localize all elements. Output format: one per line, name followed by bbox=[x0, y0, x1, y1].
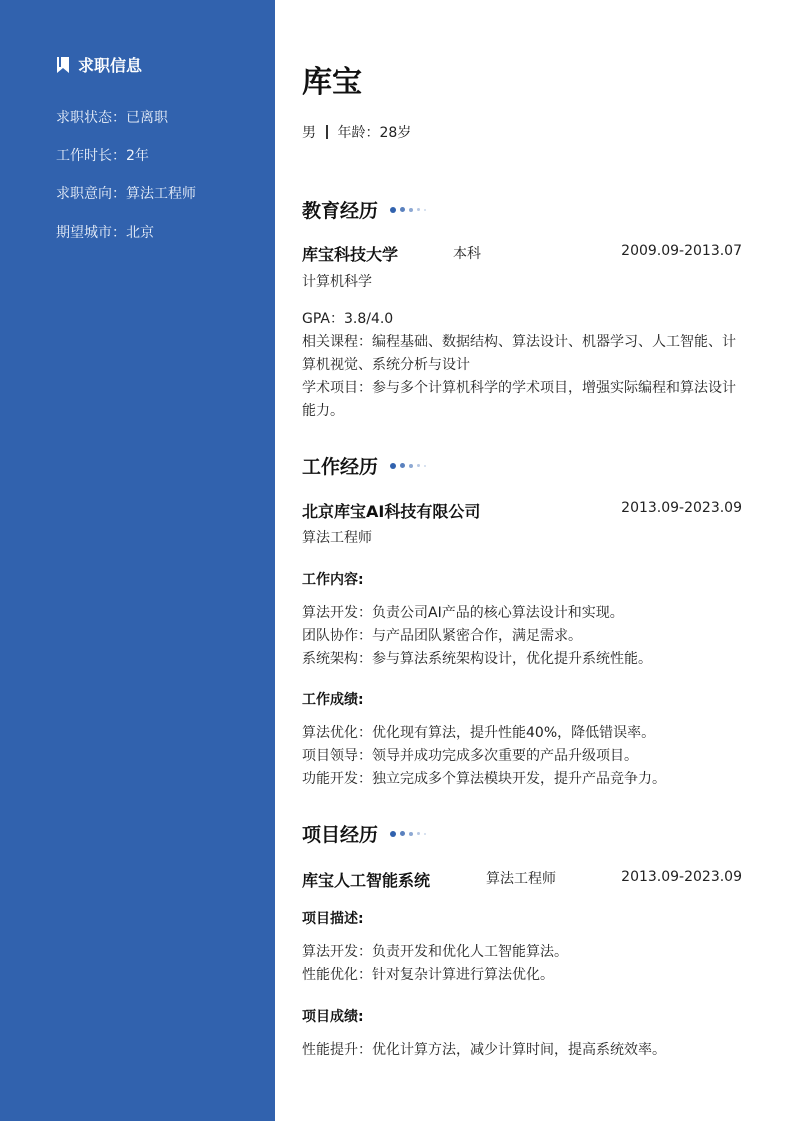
job-status: 求职状态：已离职 bbox=[56, 110, 168, 126]
company-name: 北京库宝AI科技有限公司 bbox=[302, 502, 481, 521]
work-content-line: 团队协作：与产品团队紧密合作，满足需求。 bbox=[302, 628, 582, 644]
expected-city: 期望城市：北京 bbox=[56, 225, 154, 241]
dots-decoration bbox=[390, 831, 426, 837]
work-result-heading: 工作成绩: bbox=[302, 692, 364, 708]
bookmark-icon bbox=[56, 57, 70, 73]
education-line: 相关课程：编程基础、数据结构、算法设计、机器学习、人工智能、计 bbox=[302, 334, 736, 350]
section-title-education bbox=[302, 196, 426, 223]
section-title-label: 教育经历 bbox=[302, 200, 379, 222]
work-result-line: 项目领导：领导并成功完成多次重要的产品升级项目。 bbox=[302, 748, 638, 764]
main-content bbox=[302, 0, 742, 1121]
school-name: 库宝科技大学 bbox=[302, 245, 399, 264]
major: 计算机科学 bbox=[302, 274, 372, 290]
work-content-heading: 工作内容: bbox=[302, 572, 364, 588]
job-intention: 求职意向：算法工程师 bbox=[56, 186, 196, 202]
project-name: 库宝人工智能系统 bbox=[302, 871, 431, 890]
basic-info bbox=[302, 122, 411, 142]
dots-decoration bbox=[390, 207, 426, 213]
section-title-label: 工作经历 bbox=[302, 456, 379, 478]
sidebar-heading bbox=[56, 53, 142, 76]
work-result-line: 算法优化：优化现有算法，提升性能40%，降低错误率。 bbox=[302, 725, 656, 741]
education-line: 能力。 bbox=[302, 403, 344, 419]
degree: 本科 bbox=[453, 246, 481, 262]
sidebar-heading-label: 求职信息 bbox=[78, 56, 143, 75]
work-content-line: 系统架构：参与算法系统架构设计，优化提升系统性能。 bbox=[302, 651, 652, 667]
work-period: 2013.09-2023.09 bbox=[621, 500, 742, 516]
project-result-heading: 项目成绩: bbox=[302, 1009, 364, 1025]
project-role: 算法工程师 bbox=[486, 871, 556, 887]
work-content-line: 算法开发：负责公司AI产品的核心算法设计和实现。 bbox=[302, 605, 624, 621]
gender: 男 bbox=[302, 125, 316, 141]
work-result-line: 功能开发：独立完成多个算法模块开发，提升产品竞争力。 bbox=[302, 771, 666, 787]
dots-decoration bbox=[390, 463, 426, 469]
age: 年龄：28岁 bbox=[337, 125, 412, 141]
education-line: GPA：3.8/4.0 bbox=[302, 311, 394, 327]
section-title-project bbox=[302, 820, 426, 847]
sidebar bbox=[0, 0, 275, 1121]
divider bbox=[326, 125, 328, 139]
education-line: 学术项目：参与多个计算机科学的学术项目，增强实际编程和算法设计 bbox=[302, 380, 736, 396]
project-result-line: 性能提升：优化计算方法，减少计算时间，提高系统效率。 bbox=[302, 1042, 666, 1058]
candidate-name: 库宝 bbox=[302, 65, 362, 100]
section-title-label: 项目经历 bbox=[302, 824, 379, 846]
project-desc-line: 算法开发：负责开发和优化人工智能算法。 bbox=[302, 944, 568, 960]
work-role: 算法工程师 bbox=[302, 530, 372, 546]
section-title-work bbox=[302, 452, 426, 479]
work-duration: 工作时长：2年 bbox=[56, 148, 149, 164]
project-desc-heading: 项目描述: bbox=[302, 911, 364, 927]
education-period: 2009.09-2013.07 bbox=[621, 243, 742, 259]
project-period: 2013.09-2023.09 bbox=[621, 869, 742, 885]
education-line: 算机视觉、系统分析与设计 bbox=[302, 357, 470, 373]
project-desc-line: 性能优化：针对复杂计算进行算法优化。 bbox=[302, 967, 554, 983]
